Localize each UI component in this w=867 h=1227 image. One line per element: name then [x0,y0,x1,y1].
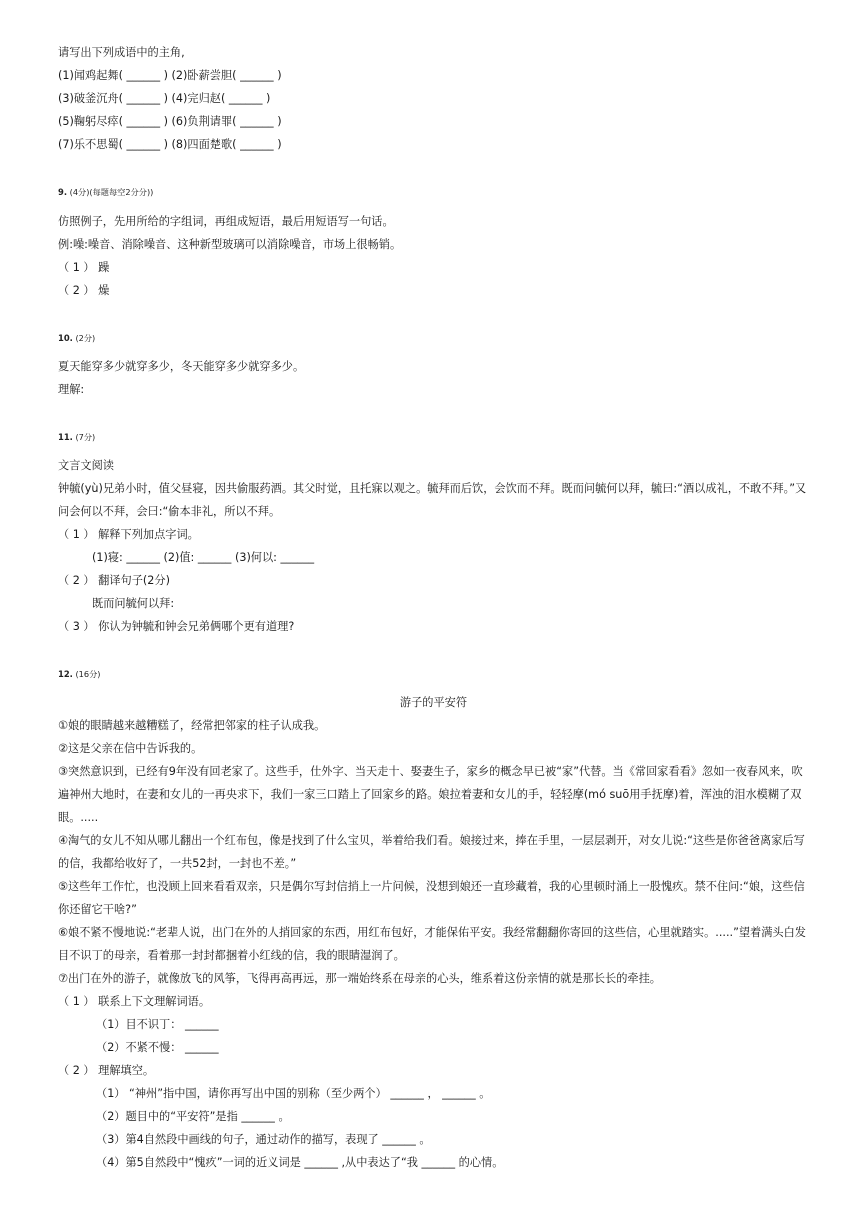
q11-heading: 文言文阅读 [58,459,114,472]
q12-passage-title: 游子的平安符 [399,696,468,709]
q12-para-4: ④淘气的女儿不知从哪儿翻出一个红布包，像是找到了什么宝贝，举着给我们看。娘接过来，捧在手里，一层层剥开，对女儿说:“这些是你爸爸离家后写的信，我都给收好了，一共52封，一封也不差。” [58,834,805,870]
q11-sub1: （ 1 ） 解释下列加点字词。 [58,528,199,541]
q10-number: 10. [58,333,73,343]
q9-score: (4分)(每题每空2分分)) [69,187,154,197]
q8-line-4: (7)乐不思蜀( ______ ) (8)四面楚歌( ______ ) [58,138,282,151]
q10-score: (2分) [75,333,96,343]
q12-score: (16分) [75,669,101,679]
q12-number: 12. [58,669,73,679]
q11-sub2-sentence: 既而问毓何以拜: [92,597,175,610]
q8-line-3: (5)鞠躬尽瘁( ______ ) (6)负荆请罪( ______ ) [58,115,282,128]
q10-sentence: 夏天能穿多少就穿多少，冬天能穿多少就穿多少。 [58,360,305,373]
q11-sub3: （ 3 ） 你认为钟毓和钟会兄弟俩哪个更有道理? [58,620,295,633]
q12-para-7: ⑦出门在外的游子，就像放飞的风筝，飞得再高再远，那一端始终系在母亲的心头，维系着这份亲情的就是那长长的牵挂。 [58,972,661,985]
q11-score: (7分) [75,432,96,442]
q11-sub1-blanks: (1)寝: ______ (2)值: ______ (3)何以: ______ [92,551,315,564]
q12-sub1-item-1: （1）目不识丁： ______ [96,1018,219,1031]
q12-para-6: ⑥娘不紧不慢地说:“老辈人说，出门在外的人捎回家的东西，用红布包好，才能保佑平安。我经常翻翻你寄回的这些信，心里就踏实。.....”望着满头白发目不识丁的母亲，看着那一封封都捆着小红线的信，我的眼睛湿润了。 [58,926,806,962]
q12-para-5: ⑤这些年工作忙，也没顾上回来看看双亲，只是偶尔写封信捎上一片问候，没想到娘还一直珍藏着，我的心里顿时涌上一股愧疚。禁不住问:“娘，这些信你还留它干啥?” [58,880,805,916]
q9-example: 例:噪:噪音、消除噪音、这种新型玻璃可以消除噪音，市场上很畅销。 [58,238,402,251]
q12-sub2: （ 2 ） 理解填空。 [58,1064,155,1077]
q8-line-2: (3)破釜沉舟( ______ ) (4)完归赵( ______ ) [58,92,271,105]
q8-line-1: (1)闻鸡起舞( ______ ) (2)卧薪尝胆( ______ ) [58,69,282,82]
q11-header [58,431,95,443]
q10-answer-label: 理解: [58,383,85,396]
q11-passage: 钟毓(yù)兄弟小时，值父昼寝，因共偷服药酒。其父时觉，且托寐以观之。毓拜而后饮，会饮而不拜。既而问毓何以拜，毓曰:“酒以成礼，不敢不拜。”又问会何以不拜，会曰:“偷本非礼，所以不拜。 [58,482,807,518]
q12-header [58,668,100,680]
q8-prompt: 请写出下列成语中的主角, [58,46,185,59]
q11-number: 11. [58,432,73,442]
q11-sub2: （ 2 ） 翻译句子(2分) [58,574,170,587]
q12-sub1: （ 1 ） 联系上下文理解词语。 [58,995,211,1008]
q12-sub2-item-3: （3）第4自然段中画线的句子，通过动作的描写，表现了 ______ 。 [96,1133,431,1146]
q10-header [58,332,95,344]
q12-para-2: ②这是父亲在信中告诉我的。 [58,742,203,755]
q12-sub1-item-2: （2）不紧不慢： ______ [96,1041,219,1054]
q9-instruction: 仿照例子，先用所给的字组词，再组成短语，最后用短语写一句话。 [58,215,394,228]
q9-item-1: （ 1 ） 躁 [58,261,110,274]
q12-sub2-item-4: （4）第5自然段中“愧疚”一词的近义词是 ______ ,从中表达了“我 ______ 的心情。 [96,1156,504,1169]
q9-header [58,186,153,198]
q9-item-2: （ 2 ） 燥 [58,284,110,297]
q9-number: 9. [58,187,68,197]
q12-para-3: ③突然意识到，已经有9年没有回老家了。这些手，仕外字、当天走十、娶妻生子，家乡的概念早已被“家”代替。当《常回家看看》忽如一夜春风来，吹遍神州大地时，在妻和女儿的一再央求下，我们一家三口踏上了回家乡的路。娘拉着妻和女儿的手，轻轻摩(mó suō用手抚摩)着，浑浊的泪水模糊了双眼。..... [58,765,803,824]
q12-sub2-item-2: （2）题目中的“平安符”是指 ______ 。 [96,1110,290,1123]
q12-sub2-item-1: （1） “神州”指中国，请你再写出中国的别称（至少两个） ______ ， ______ 。 [96,1087,491,1100]
q12-para-1: ①娘的眼睛越来越糟糕了，经常把邻家的柱子认成我。 [58,719,326,732]
